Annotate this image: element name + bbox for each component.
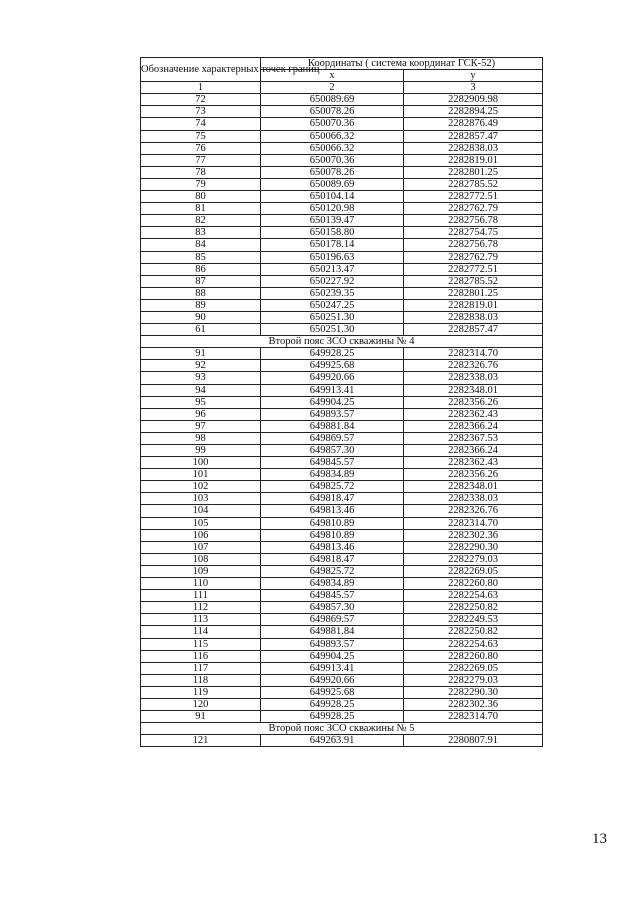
x-coordinate-cell: 649913.41 (261, 662, 404, 674)
point-number-cell: 96 (141, 408, 261, 420)
table-row (141, 251, 543, 263)
y-coordinate-cell: 2282314.70 (404, 348, 543, 360)
point-number-cell: 72 (141, 94, 261, 106)
point-number-cell: 117 (141, 662, 261, 674)
point-number-cell: 110 (141, 578, 261, 590)
y-coordinate-cell: 2282857.47 (404, 324, 543, 336)
table-row (141, 191, 543, 203)
table-row (141, 227, 543, 239)
page-number: 13 (592, 831, 607, 847)
point-number-cell: 118 (141, 674, 261, 686)
x-coordinate-cell: 649928.25 (261, 348, 404, 360)
y-coordinate-cell: 2282279.03 (404, 553, 543, 565)
table-row (141, 590, 543, 602)
x-coordinate-cell: 650104.14 (261, 191, 404, 203)
table-row (141, 166, 543, 178)
point-number-cell: 83 (141, 227, 261, 239)
table-row (141, 324, 543, 336)
x-coordinate-cell: 650120.98 (261, 203, 404, 215)
y-coordinate-cell: 2282254.63 (404, 638, 543, 650)
point-number-cell: 97 (141, 420, 261, 432)
y-coordinate-cell: 2282366.24 (404, 445, 543, 457)
point-number-cell: 102 (141, 481, 261, 493)
x-coordinate-cell: 649920.66 (261, 674, 404, 686)
point-number-cell: 77 (141, 154, 261, 166)
table-row (141, 445, 543, 457)
y-coordinate-cell: 2282819.01 (404, 154, 543, 166)
table-row (141, 650, 543, 662)
x-coordinate-cell: 650178.14 (261, 239, 404, 251)
point-number-cell: 105 (141, 517, 261, 529)
x-coordinate-cell: 649881.84 (261, 626, 404, 638)
y-coordinate-cell: 2282269.05 (404, 662, 543, 674)
point-number-cell: 119 (141, 686, 261, 698)
x-coordinate-cell: 649818.47 (261, 493, 404, 505)
x-coordinate-cell: 650078.26 (261, 166, 404, 178)
table-row (141, 614, 543, 626)
table-row (141, 541, 543, 553)
table-row (141, 735, 543, 747)
x-coordinate-cell: 650251.30 (261, 311, 404, 323)
y-coordinate-cell: 2282894.25 (404, 106, 543, 118)
point-number-cell: 85 (141, 251, 261, 263)
point-number-cell: 120 (141, 698, 261, 710)
y-coordinate-cell: 2280807.91 (404, 735, 543, 747)
table-row (141, 517, 543, 529)
point-number-cell: 75 (141, 130, 261, 142)
point-number-cell: 114 (141, 626, 261, 638)
y-coordinate-cell: 2282290.30 (404, 541, 543, 553)
y-coordinate-cell: 2282366.24 (404, 420, 543, 432)
table-row (141, 553, 543, 565)
table-row (141, 215, 543, 227)
table-row (141, 565, 543, 577)
table-row (141, 118, 543, 130)
x-coordinate-cell: 649810.89 (261, 517, 404, 529)
x-coordinate-cell: 649818.47 (261, 553, 404, 565)
y-coordinate-cell: 2282838.03 (404, 311, 543, 323)
table-row (141, 372, 543, 384)
x-coordinate-cell: 650089.69 (261, 94, 404, 106)
header-row (141, 58, 543, 70)
section-row (141, 723, 543, 735)
y-coordinate-cell: 2282348.01 (404, 481, 543, 493)
table-row (141, 178, 543, 190)
point-number-cell: 113 (141, 614, 261, 626)
x-coordinate-cell: 650227.92 (261, 275, 404, 287)
y-coordinate-cell: 2282260.80 (404, 578, 543, 590)
y-coordinate-cell: 2282314.70 (404, 711, 543, 723)
y-coordinate-cell: 2282772.51 (404, 191, 543, 203)
table-row (141, 529, 543, 541)
point-number-cell: 74 (141, 118, 261, 130)
column-number: 1 (141, 82, 261, 94)
y-coordinate-cell: 2282772.51 (404, 263, 543, 275)
x-coordinate-cell: 650070.36 (261, 154, 404, 166)
x-coordinate-cell: 650070.36 (261, 118, 404, 130)
point-number-cell: 106 (141, 529, 261, 541)
table-row (141, 674, 543, 686)
point-number-cell: 80 (141, 191, 261, 203)
y-coordinate-cell: 2282756.78 (404, 239, 543, 251)
point-number-cell: 76 (141, 142, 261, 154)
table-row (141, 384, 543, 396)
table-row (141, 396, 543, 408)
header-point-designation: Обозначение характерных точек границ (141, 58, 261, 82)
x-coordinate-cell: 649813.46 (261, 541, 404, 553)
table-row (141, 348, 543, 360)
x-coordinate-cell: 649869.57 (261, 432, 404, 444)
section-heading: Второй пояс ЗСО скважины № 5 (141, 723, 543, 735)
table-row (141, 239, 543, 251)
table-row (141, 420, 543, 432)
point-number-cell: 61 (141, 324, 261, 336)
header-x: х (261, 70, 404, 82)
y-coordinate-cell: 2282754.75 (404, 227, 543, 239)
point-number-cell: 108 (141, 553, 261, 565)
x-coordinate-cell: 649925.68 (261, 686, 404, 698)
x-coordinate-cell: 649913.41 (261, 384, 404, 396)
y-coordinate-cell: 2282254.63 (404, 590, 543, 602)
column-number-row (141, 82, 543, 94)
y-coordinate-cell: 2282801.25 (404, 166, 543, 178)
point-number-cell: 115 (141, 638, 261, 650)
column-number: 3 (404, 82, 543, 94)
table-row (141, 154, 543, 166)
point-number-cell: 73 (141, 106, 261, 118)
table-row (141, 457, 543, 469)
x-coordinate-cell: 649813.46 (261, 505, 404, 517)
y-coordinate-cell: 2282279.03 (404, 674, 543, 686)
x-coordinate-cell: 650066.32 (261, 142, 404, 154)
point-number-cell: 112 (141, 602, 261, 614)
header-coordinates-system: Координаты ( система координат ГСК-52) (261, 58, 543, 70)
y-coordinate-cell: 2282909.98 (404, 94, 543, 106)
x-coordinate-cell: 649893.57 (261, 408, 404, 420)
x-coordinate-cell: 650089.69 (261, 178, 404, 190)
x-coordinate-cell: 649834.89 (261, 578, 404, 590)
point-number-cell: 90 (141, 311, 261, 323)
y-coordinate-cell: 2282326.76 (404, 360, 543, 372)
y-coordinate-cell: 2282338.03 (404, 372, 543, 384)
x-coordinate-cell: 649825.72 (261, 481, 404, 493)
x-coordinate-cell: 650247.25 (261, 299, 404, 311)
point-number-cell: 81 (141, 203, 261, 215)
table-row (141, 287, 543, 299)
x-coordinate-cell: 649845.57 (261, 457, 404, 469)
table-row (141, 698, 543, 710)
y-coordinate-cell: 2282362.43 (404, 457, 543, 469)
table-row (141, 299, 543, 311)
x-coordinate-cell: 650066.32 (261, 130, 404, 142)
y-coordinate-cell: 2282785.52 (404, 178, 543, 190)
x-coordinate-cell: 649928.25 (261, 711, 404, 723)
y-coordinate-cell: 2282762.79 (404, 203, 543, 215)
point-number-cell: 109 (141, 565, 261, 577)
y-coordinate-cell: 2282250.82 (404, 602, 543, 614)
table-row (141, 106, 543, 118)
point-number-cell: 103 (141, 493, 261, 505)
x-coordinate-cell: 649263.91 (261, 735, 404, 747)
x-coordinate-cell: 649893.57 (261, 638, 404, 650)
x-coordinate-cell: 649834.89 (261, 469, 404, 481)
point-number-cell: 99 (141, 445, 261, 457)
x-coordinate-cell: 649925.68 (261, 360, 404, 372)
point-number-cell: 116 (141, 650, 261, 662)
y-coordinate-cell: 2282302.36 (404, 529, 543, 541)
point-number-cell: 84 (141, 239, 261, 251)
x-coordinate-cell: 649845.57 (261, 590, 404, 602)
table-row (141, 203, 543, 215)
x-coordinate-cell: 650158.80 (261, 227, 404, 239)
x-coordinate-cell: 650251.30 (261, 324, 404, 336)
table-row (141, 578, 543, 590)
table-row (141, 275, 543, 287)
header-y: у (404, 70, 543, 82)
table-row (141, 311, 543, 323)
table-row (141, 505, 543, 517)
y-coordinate-cell: 2282314.70 (404, 517, 543, 529)
y-coordinate-cell: 2282338.03 (404, 493, 543, 505)
y-coordinate-cell: 2282785.52 (404, 275, 543, 287)
point-number-cell: 93 (141, 372, 261, 384)
x-coordinate-cell: 650078.26 (261, 106, 404, 118)
y-coordinate-cell: 2282326.76 (404, 505, 543, 517)
y-coordinate-cell: 2282838.03 (404, 142, 543, 154)
x-coordinate-cell: 649920.66 (261, 372, 404, 384)
table-row (141, 432, 543, 444)
point-number-cell: 107 (141, 541, 261, 553)
point-number-cell: 88 (141, 287, 261, 299)
y-coordinate-cell: 2282250.82 (404, 626, 543, 638)
table-row (141, 142, 543, 154)
y-coordinate-cell: 2282269.05 (404, 565, 543, 577)
point-number-cell: 121 (141, 735, 261, 747)
x-coordinate-cell: 649928.25 (261, 698, 404, 710)
table-row (141, 469, 543, 481)
point-number-cell: 104 (141, 505, 261, 517)
point-number-cell: 79 (141, 178, 261, 190)
point-number-cell: 92 (141, 360, 261, 372)
table-row (141, 493, 543, 505)
table-row (141, 360, 543, 372)
column-number: 2 (261, 82, 404, 94)
x-coordinate-cell: 650239.35 (261, 287, 404, 299)
point-number-cell: 95 (141, 396, 261, 408)
table-row (141, 94, 543, 106)
point-number-cell: 78 (141, 166, 261, 178)
y-coordinate-cell: 2282756.78 (404, 215, 543, 227)
x-coordinate-cell: 649869.57 (261, 614, 404, 626)
y-coordinate-cell: 2282249.53 (404, 614, 543, 626)
y-coordinate-cell: 2282260.80 (404, 650, 543, 662)
section-heading: Второй пояс ЗСО скважины № 4 (141, 336, 543, 348)
table-row (141, 686, 543, 698)
table-row (141, 263, 543, 275)
x-coordinate-cell: 649904.25 (261, 396, 404, 408)
y-coordinate-cell: 2282801.25 (404, 287, 543, 299)
point-number-cell: 82 (141, 215, 261, 227)
coordinates-table (140, 57, 543, 747)
y-coordinate-cell: 2282356.26 (404, 396, 543, 408)
x-coordinate-cell: 649857.30 (261, 445, 404, 457)
y-coordinate-cell: 2282362.43 (404, 408, 543, 420)
point-number-cell: 98 (141, 432, 261, 444)
y-coordinate-cell: 2282290.30 (404, 686, 543, 698)
point-number-cell: 89 (141, 299, 261, 311)
point-number-cell: 91 (141, 348, 261, 360)
point-number-cell: 101 (141, 469, 261, 481)
x-coordinate-cell: 649881.84 (261, 420, 404, 432)
y-coordinate-cell: 2282876.49 (404, 118, 543, 130)
table-row (141, 602, 543, 614)
x-coordinate-cell: 649857.30 (261, 602, 404, 614)
point-number-cell: 91 (141, 711, 261, 723)
table-row (141, 638, 543, 650)
point-number-cell: 87 (141, 275, 261, 287)
x-coordinate-cell: 650139.47 (261, 215, 404, 227)
y-coordinate-cell: 2282857.47 (404, 130, 543, 142)
x-coordinate-cell: 650196.63 (261, 251, 404, 263)
y-coordinate-cell: 2282367.53 (404, 432, 543, 444)
x-coordinate-cell: 650213.47 (261, 263, 404, 275)
table-row (141, 481, 543, 493)
y-coordinate-cell: 2282302.36 (404, 698, 543, 710)
x-coordinate-cell: 649810.89 (261, 529, 404, 541)
point-number-cell: 100 (141, 457, 261, 469)
point-number-cell: 94 (141, 384, 261, 396)
y-coordinate-cell: 2282762.79 (404, 251, 543, 263)
table-row (141, 711, 543, 723)
table-row (141, 130, 543, 142)
y-coordinate-cell: 2282356.26 (404, 469, 543, 481)
point-number-cell: 86 (141, 263, 261, 275)
table-row (141, 626, 543, 638)
table-row (141, 408, 543, 420)
point-number-cell: 111 (141, 590, 261, 602)
x-coordinate-cell: 649825.72 (261, 565, 404, 577)
y-coordinate-cell: 2282819.01 (404, 299, 543, 311)
y-coordinate-cell: 2282348.01 (404, 384, 543, 396)
x-coordinate-cell: 649904.25 (261, 650, 404, 662)
section-row (141, 336, 543, 348)
table-row (141, 662, 543, 674)
